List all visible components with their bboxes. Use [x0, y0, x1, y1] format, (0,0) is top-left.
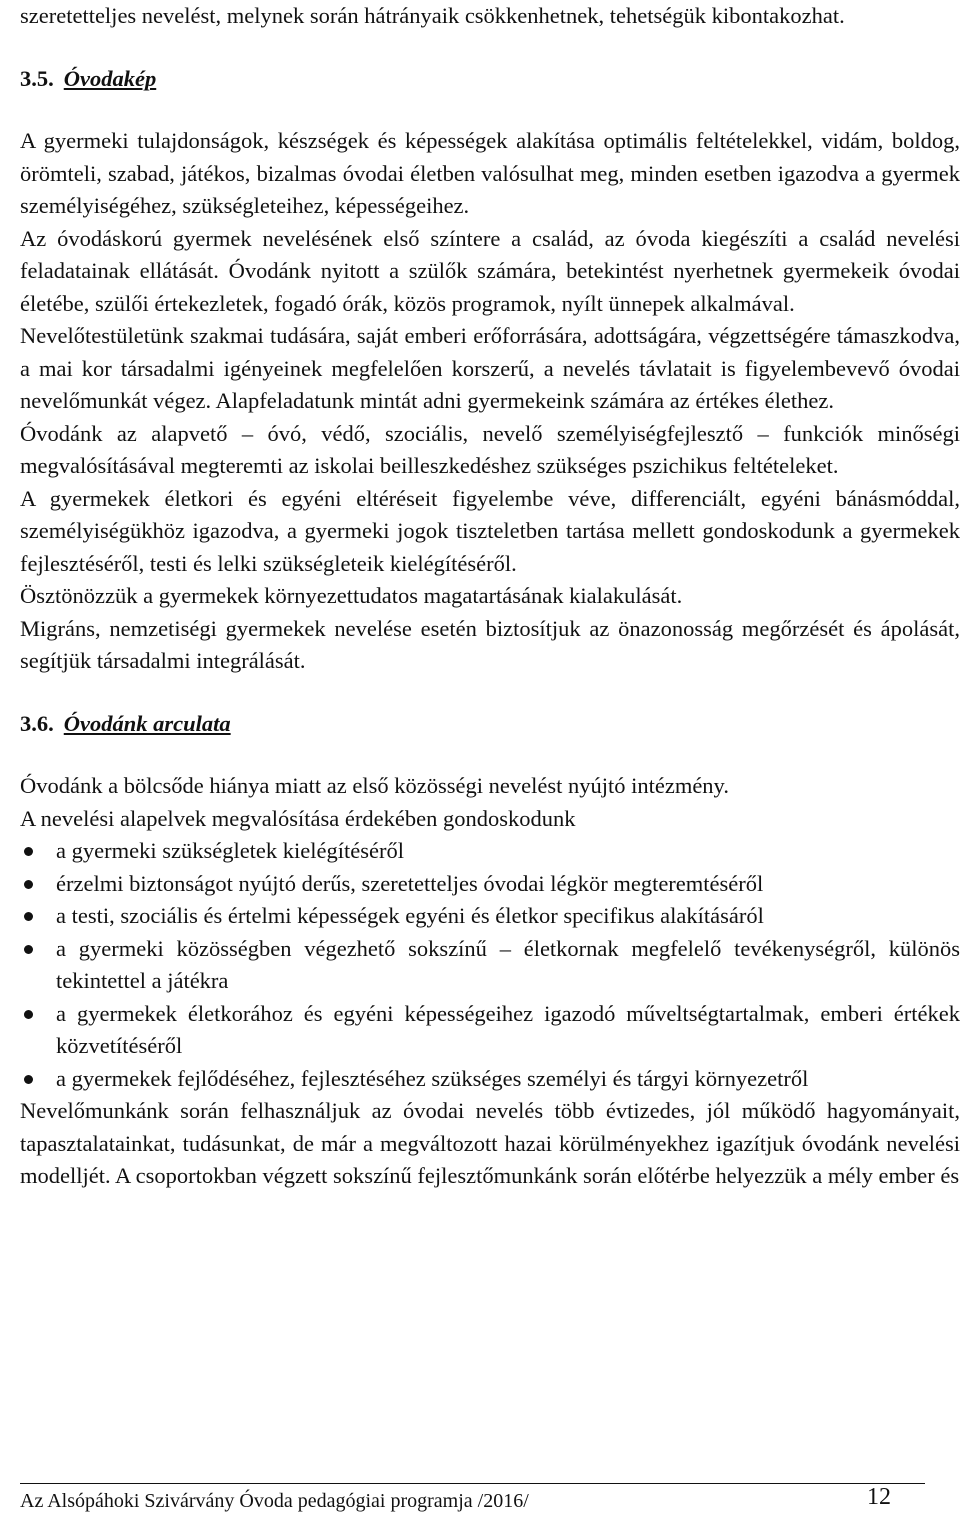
section-number: 3.6. — [20, 710, 54, 736]
page-footer — [20, 1484, 925, 1515]
paragraph: A gyermeki tulajdonságok, készségek és képességek alakítása optimális feltételekkel, vidám, boldog, örömteli, szabad, játékos, bizalmas óvodai életben valósulhat meg, minden esetben igazodva a gyermek személyiségéhez, szükségleteihez, képességeihez. — [20, 128, 960, 218]
paragraph: Óvodánk a bölcsőde hiánya miatt az első közösségi nevelést nyújtó intézmény. — [20, 773, 729, 798]
bullet-icon — [24, 1075, 33, 1084]
paragraph: A nevelési alapelvek megvalósítása érdekében gondoskodunk — [20, 805, 576, 831]
section-title: Óvodánk arculata — [63, 710, 231, 736]
closing-paragraph: Nevelőmunkánk során felhasználjuk az óvodai nevelés több évtizedes, jól működő hagyományait, tapasztalatainkat, tudásunkat, de már a megváltozott hazai körülményekhez igazítjuk óvodánk nevelési modelljét. A csoportokban végzett sokszínű fejlesztőmunkánk során előtérbe helyezzük a mély ember és — [20, 1098, 960, 1188]
footer-document-title: Az Alsópáhoki Szivárvány Óvoda pedagógiai programja /2016/ — [20, 1490, 529, 1512]
bullet-list — [20, 835, 960, 1095]
paragraph: Migráns, nemzetiségi gyermekek nevelése esetén biztosítjuk az önazonosság megőrzését és ápolását, segítjük társadalmi integrálását. — [20, 615, 960, 673]
paragraph: Nevelőtestületünk szakmai tudására, saját emberi erőforrására, adottságára, végzettségére támaszkodva, a mai kor társadalmi igényeinek megfelelően korszerű, a nevelés távlatait is figyelembevevő óvodai nevelőmunkát végez. Alapfeladatunk mintát adni gyermekeink számára az értékes élethez. — [20, 323, 960, 413]
list-item: a gyermeki szükségletek kielégítéséről — [20, 835, 960, 868]
footer-divider — [20, 1483, 925, 1484]
document-page — [20, 0, 960, 1193]
list-item: a gyermekek fejlődéséhez, fejlesztéséhez szükséges személyi és tárgyi környezetről — [20, 1063, 960, 1096]
list-item: a gyermekek életkorához és egyéni képességeihez igazodó műveltségtartalmak, emberi értékek közvetítéséről — [20, 998, 960, 1063]
list-item: érzelmi biztonságot nyújtó derűs, szeretetteljes óvodai légkör megteremtéséről — [20, 868, 960, 901]
paragraph: A gyermekek életkori és egyéni eltéréseit figyelembe véve, differenciált, egyéni bánásmóddal, személyiségükhöz igazodva, a gyermeki jogok tiszteletben tartása mellett gondoskodunk a gyermekek fejlesztéséről, testi és lelki szükségleteik kielégítéséről. — [20, 485, 960, 576]
intro-paragraph: szeretetteljes nevelést, melynek során hátrányaik csökkenhetnek, tehetségük kibontakozhat. — [20, 3, 845, 28]
bullet-icon — [24, 880, 33, 889]
paragraph: Az óvodáskorú gyermek nevelésének első színtere a család, az óvoda kiegészíti a család nevelési feladatainak ellátását. Óvodánk nyitott a szülők számára, betekintést nyerhetnek gyermekeik óvodai életébe, szülői értekezletek, fogadó órák, közös programok, nyílt ünnepek alkalmával. — [20, 225, 960, 316]
list-item: a testi, szociális és értelmi képességek egyéni és életkor specifikus alakításáról — [20, 900, 960, 933]
bullet-icon — [24, 912, 33, 921]
list-item: a gyermeki közösségben végezhető sokszínű – életkornak megfelelő tevékenységről, különös tekintettel a játékra — [20, 933, 960, 998]
bullet-icon — [24, 847, 33, 856]
bullet-icon — [24, 945, 33, 954]
paragraph: Óvodánk az alapvető – óvó, védő, szociális, nevelő személyiségfejlesztő – funkciók minőségi megvalósításával megteremti az iskolai beilleszkedéshez szükséges pszichikus feltételeket. — [20, 420, 960, 478]
bullet-icon — [24, 1010, 33, 1019]
section-title: Óvodakép — [63, 65, 157, 91]
paragraph: Ösztönözzük a gyermekek környezettudatos magatartásának kialakulását. — [20, 583, 683, 608]
section-number: 3.5. — [20, 65, 54, 91]
section-heading-3-5 — [20, 63, 960, 96]
section-heading-3-6 — [20, 708, 960, 741]
page-number: 12 — [867, 1484, 891, 1510]
